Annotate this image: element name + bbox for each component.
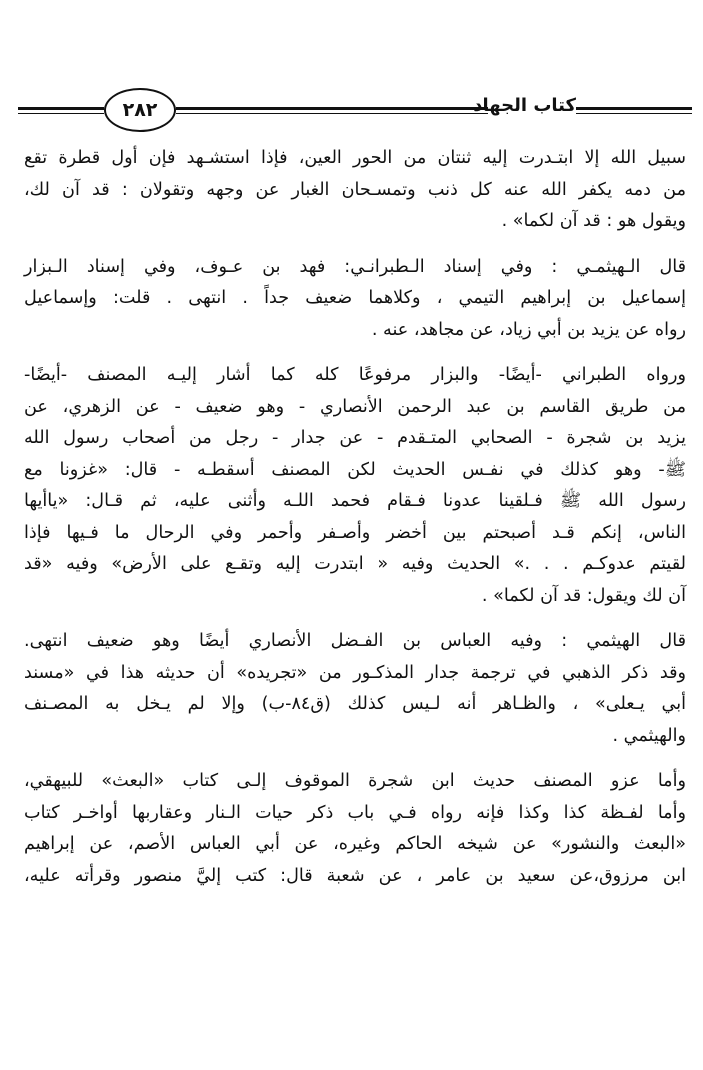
page-body — [24, 143, 686, 892]
text-line: «البعث والنشور» عن شيخه الحاكم وغيره، عن أبي العباس الأصم، عن إبراهيم — [24, 834, 686, 854]
text-line: إسماعيل بن إبراهيم التيمي ، وكلاهما ضعيف جداً . انتهى . قلت: وإسماعيل — [24, 288, 686, 308]
text-line: والهيثمي . — [612, 725, 686, 746]
text-line: وقد ذكر الذهبي في ترجمة جدار المذكـور من «تجريده» أن حديثه هذا في «مسند — [24, 662, 686, 683]
paragraph-1 — [24, 143, 686, 238]
header-rule — [176, 113, 488, 114]
text-line: رسول الله ﷺ فـلقينا عدونا فـقام فحمد اللـه وأثنى عليه، ثم قـال: «ياأيها — [24, 491, 686, 511]
paragraph-3 — [24, 360, 686, 612]
page-header — [18, 84, 692, 136]
text-line: لقيتم عدوكـم . . .» الحديث وفيه « ابتدرت إليه وتقـع على الأرض» وفيه «قد — [24, 554, 686, 574]
text-line: آن لك ويقول: قد آن لكما» . — [481, 585, 686, 606]
header-rule — [18, 113, 104, 114]
text-line: قال الـهيثمـي : وفي إسناد الـطبرانـي: فهد بن عـوف، وفي إسناد الـبزار — [24, 256, 686, 277]
text-line: ابن مرزوق،عن سعيد بن عامر ، عن شعبة قال: كتب إليَّ منصور وقرأته عليه، — [24, 865, 686, 886]
paragraph-5 — [24, 766, 686, 892]
text-line: قال الهيثمي : وفيه العباس بن الفـضل الأنصاري أيضًا وهو ضعيف انتهى. — [24, 631, 686, 651]
header-rule — [176, 107, 488, 110]
header-rule — [576, 113, 692, 114]
paragraph-4 — [24, 626, 686, 752]
text-line: من دمه يكفر الله عنه كل ذنب وتمسـحان الغبار عن وجهه وتقولان : قد آن لك، — [24, 179, 686, 200]
text-line: رواه عن يزيد بن أبي زياد، عن مجاهد، عنه . — [371, 319, 686, 340]
text-line: الناس، إنكم قـد أصبحتم بين أخضر وأصـفر وأحمر وفي الرحال ما فـيها فإذا — [24, 522, 686, 543]
text-line: وأما عزو المصنف حديث ابن شجرة الموقوف إلـى كتاب «البعث» للبيهقي، — [24, 771, 686, 791]
text-line: ﷺ- وهو كذلك في نفـس الحديث لكن المصنف أسقطـه - قال: «غزونا مع — [24, 459, 686, 480]
text-line: أبي يـعلى» ، والظـاهر أنه لـيس كذلك (ق٨٤-ب) وإلا لم يـخل به المصـنف — [24, 694, 687, 714]
text-line: ورواه الطبراني -أيضًا- والبزار مرفوعًا كله كما أشار إليـه المصنف -أيضًا- — [24, 365, 686, 385]
header-rule — [18, 107, 104, 110]
text-line: وأما لفـظة كذا وكذا فإنه رواه فـي باب ذكر حيات الـنار وعقاربها أواخـر كتاب — [24, 802, 686, 823]
text-line: يزيد بن شجرة - الصحابي المتـقدم - عن جدار - رجل من أصحاب رسول الله — [24, 428, 686, 448]
page-number: ٢٨٢ — [104, 88, 176, 132]
paragraph-2 — [24, 252, 686, 347]
text-line: ويقول هو : قد آن لكما» . — [501, 211, 686, 231]
header-rule — [576, 107, 692, 110]
text-line: سبيل الله إلا ابتـدرت إليه ثنتان من الحور العين، فإذا استشـهد فإن أول قطرة تقع — [24, 148, 686, 168]
text-line: من طريق القاسم بن عبد الرحمن الأنصاري - وهو ضعيف - عن الزهري، عن — [24, 396, 686, 417]
book-title: كتاب الجهاد — [473, 95, 576, 116]
